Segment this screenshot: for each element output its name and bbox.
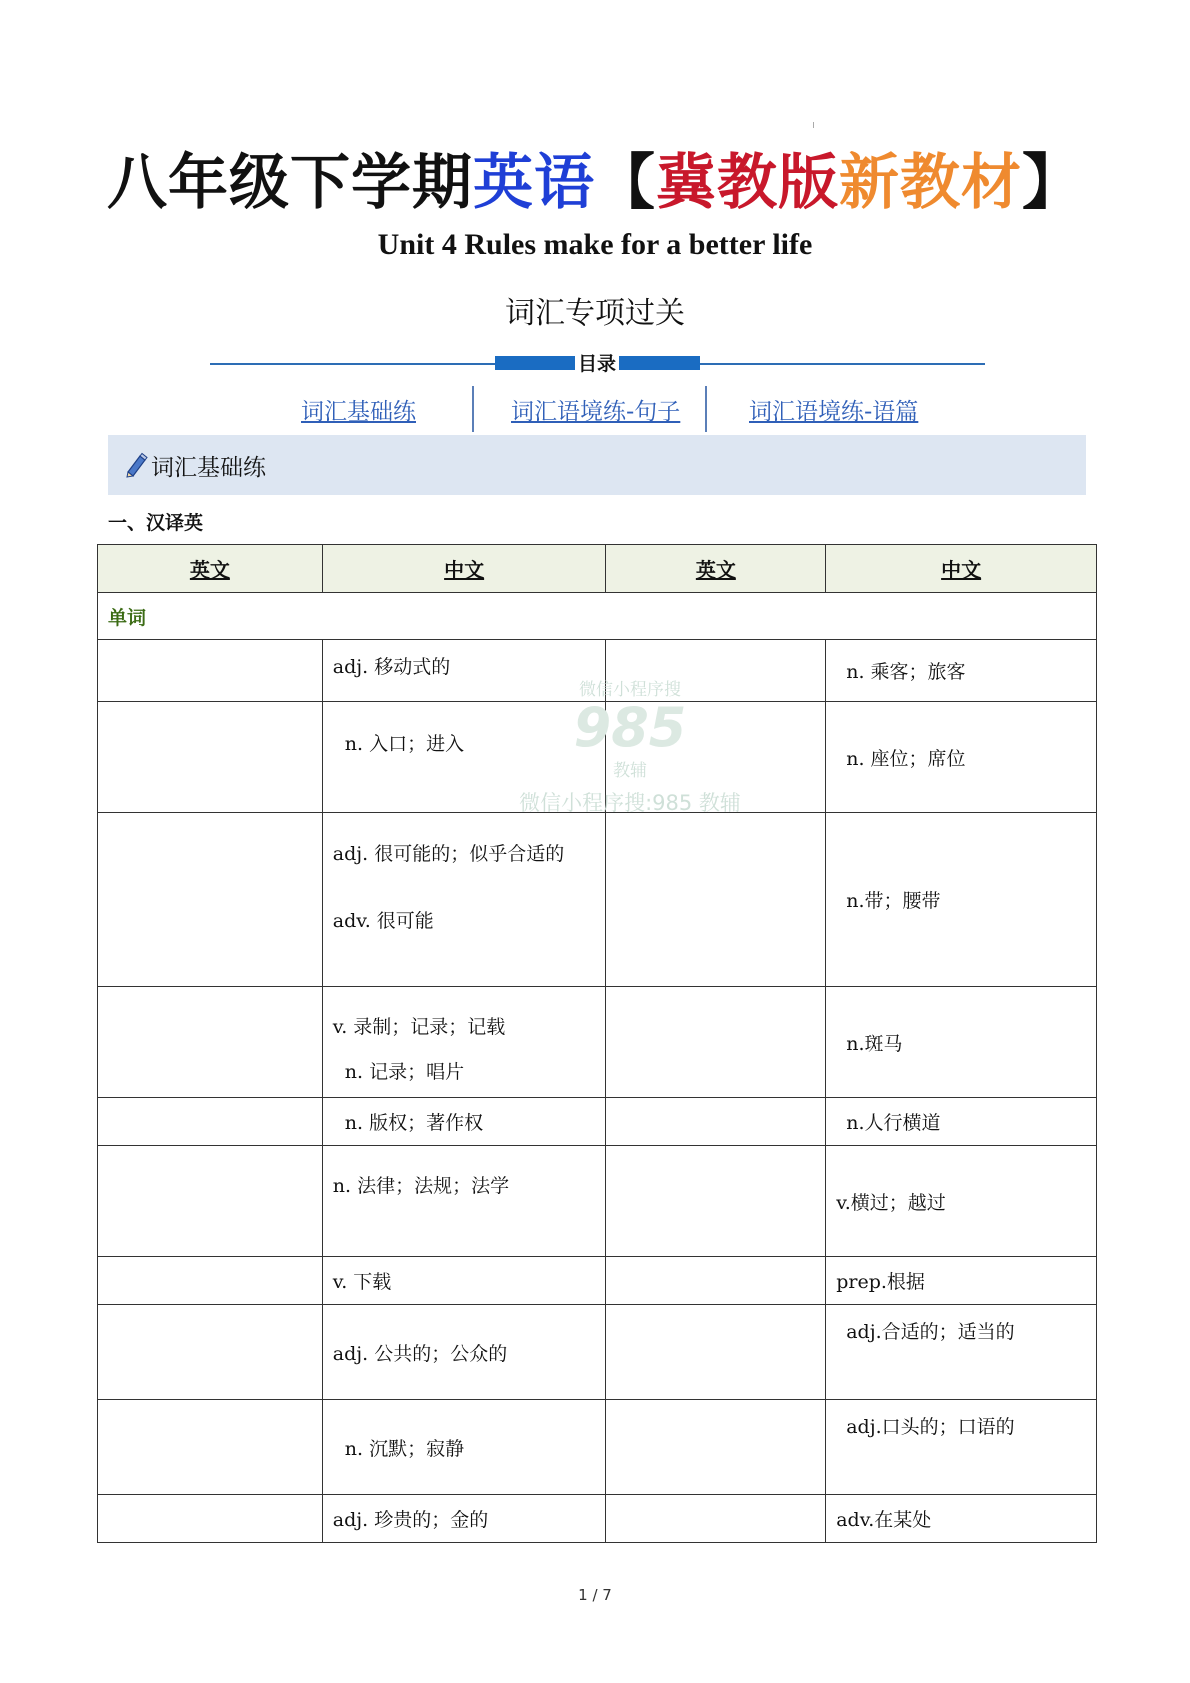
meaning-text: adj. 公共的；公众的 <box>332 1342 508 1365</box>
meaning-text: adv.在某处 <box>836 1509 932 1531</box>
header-chinese: 中文 <box>826 545 1097 593</box>
table-row <box>98 1495 1097 1543</box>
english-answer-cell[interactable] <box>606 813 826 987</box>
title-part-grade: 八年级下学期 <box>107 148 473 218</box>
chinese-meaning-cell <box>322 1495 606 1543</box>
table-header-row <box>98 545 1097 593</box>
chinese-meaning-cell <box>322 1305 606 1400</box>
category-row <box>98 593 1097 640</box>
toc-link-passage[interactable]: 词汇语境练-语篇 <box>749 399 919 425</box>
watermark-line1: 微信小程序搜 <box>579 680 681 700</box>
english-answer-cell[interactable] <box>606 1146 826 1257</box>
english-answer-cell[interactable] <box>98 1098 323 1146</box>
toc-label: 目录 <box>575 352 619 376</box>
title-part-edition: 冀教版 <box>656 148 839 218</box>
english-answer-cell[interactable] <box>606 1257 826 1305</box>
english-answer-cell[interactable] <box>606 640 826 702</box>
watermark-number: 985 <box>573 696 687 759</box>
meaning-text: adj. 很可能的；似乎合适的 <box>332 843 565 865</box>
meaning-text: v.横过；越过 <box>836 1191 946 1214</box>
meaning-text: n. 座位；席位 <box>846 747 966 770</box>
table-row <box>98 640 1097 702</box>
toc-separator <box>705 386 707 432</box>
toc-separator <box>472 386 474 432</box>
english-answer-cell[interactable] <box>98 702 323 813</box>
table-row <box>98 987 1097 1098</box>
english-answer-cell[interactable] <box>98 640 323 702</box>
chinese-meaning-cell <box>826 702 1097 813</box>
english-answer-cell[interactable] <box>606 702 826 813</box>
chinese-meaning-cell <box>826 1400 1097 1495</box>
title-bracket-close: 】 <box>1022 148 1083 218</box>
title-bracket-open: 【 <box>595 148 656 218</box>
question-heading: 一、汉译英 <box>108 512 204 534</box>
english-answer-cell[interactable] <box>606 1098 826 1146</box>
watermark-line2: 微信小程序搜:985 教辅 <box>519 791 741 815</box>
chinese-meaning-cell <box>826 813 1097 987</box>
meaning-text: n. 版权；著作权 <box>344 1112 484 1134</box>
chinese-meaning-cell <box>322 1400 606 1495</box>
english-answer-cell[interactable] <box>606 1305 826 1400</box>
english-answer-cell[interactable] <box>98 1305 323 1400</box>
chinese-meaning-cell <box>826 1098 1097 1146</box>
english-answer-cell[interactable] <box>98 1257 323 1305</box>
english-answer-cell[interactable] <box>606 1495 826 1543</box>
english-answer-cell[interactable] <box>98 1400 323 1495</box>
document-title <box>0 148 1190 218</box>
title-part-new-textbook: 新教材 <box>839 148 1022 218</box>
table-row <box>98 1257 1097 1305</box>
header-chinese: 中文 <box>322 545 606 593</box>
chinese-meaning-cell <box>322 1257 606 1305</box>
meaning-text: n.人行横道 <box>846 1112 941 1134</box>
table-row <box>98 1146 1097 1257</box>
title-part-subject: 英语 <box>473 148 595 218</box>
meaning-text: n. 沉默；寂静 <box>344 1437 465 1460</box>
header-english: 英文 <box>98 545 323 593</box>
table-row <box>98 1305 1097 1400</box>
table-row <box>98 1400 1097 1495</box>
pencil-icon <box>124 452 148 482</box>
header-english: 英文 <box>606 545 826 593</box>
chinese-meaning-cell <box>322 813 606 987</box>
meaning-text: prep.根据 <box>836 1271 925 1293</box>
scan-mark <box>813 122 814 128</box>
meaning-text: adj. 移动式的 <box>332 656 451 678</box>
chinese-meaning-cell <box>322 702 606 813</box>
meaning-text: adj.口头的；口语的 <box>846 1416 1015 1438</box>
meaning-text: v. 下载 <box>332 1271 392 1293</box>
meaning-text: adj. 珍贵的；金的 <box>332 1509 489 1531</box>
chinese-meaning-cell <box>826 1305 1097 1400</box>
chinese-meaning-cell <box>826 1146 1097 1257</box>
chinese-meaning-cell <box>826 987 1097 1098</box>
meaning-text: adv. 很可能 <box>332 910 434 932</box>
meaning-text: n.斑马 <box>846 1032 903 1055</box>
category-label: 单词 <box>98 593 1097 640</box>
english-answer-cell[interactable] <box>606 1400 826 1495</box>
chinese-meaning-cell <box>826 1495 1097 1543</box>
chinese-meaning-cell <box>322 640 606 702</box>
chinese-meaning-cell <box>322 1146 606 1257</box>
toc-link-basic[interactable]: 词汇基础练 <box>301 399 416 425</box>
chinese-meaning-cell <box>322 1098 606 1146</box>
meaning-text: n. 法律；法规；法学 <box>332 1175 510 1197</box>
meaning-text: n. 记录；唱片 <box>344 1061 465 1083</box>
english-answer-cell[interactable] <box>98 1146 323 1257</box>
toc-link-sentence[interactable]: 词汇语境练-句子 <box>511 399 681 425</box>
unit-subtitle: Unit 4 Rules make for a better life <box>377 228 813 261</box>
page-number: 1 / 7 <box>578 1586 612 1604</box>
meaning-text: adj.合适的；适当的 <box>846 1321 1015 1343</box>
english-answer-cell[interactable] <box>98 1495 323 1543</box>
chinese-meaning-cell <box>322 987 606 1098</box>
english-answer-cell[interactable] <box>98 987 323 1098</box>
chinese-meaning-cell <box>826 640 1097 702</box>
english-answer-cell[interactable] <box>606 987 826 1098</box>
table-row <box>98 813 1097 987</box>
topic-subtitle: 词汇专项过关 <box>505 296 685 331</box>
english-answer-cell[interactable] <box>98 813 323 987</box>
meaning-text: v. 录制；记录；记载 <box>332 1016 506 1038</box>
table-row <box>98 1098 1097 1146</box>
watermark-sub: 教辅 <box>613 761 647 781</box>
vocabulary-table <box>97 544 1097 1543</box>
chinese-meaning-cell <box>826 1257 1097 1305</box>
meaning-text: n. 入口；进入 <box>344 733 465 755</box>
section-title: 词汇基础练 <box>151 455 266 481</box>
table-row <box>98 702 1097 813</box>
meaning-text: n.带；腰带 <box>846 890 941 912</box>
meaning-text: n. 乘客；旅客 <box>846 661 966 683</box>
